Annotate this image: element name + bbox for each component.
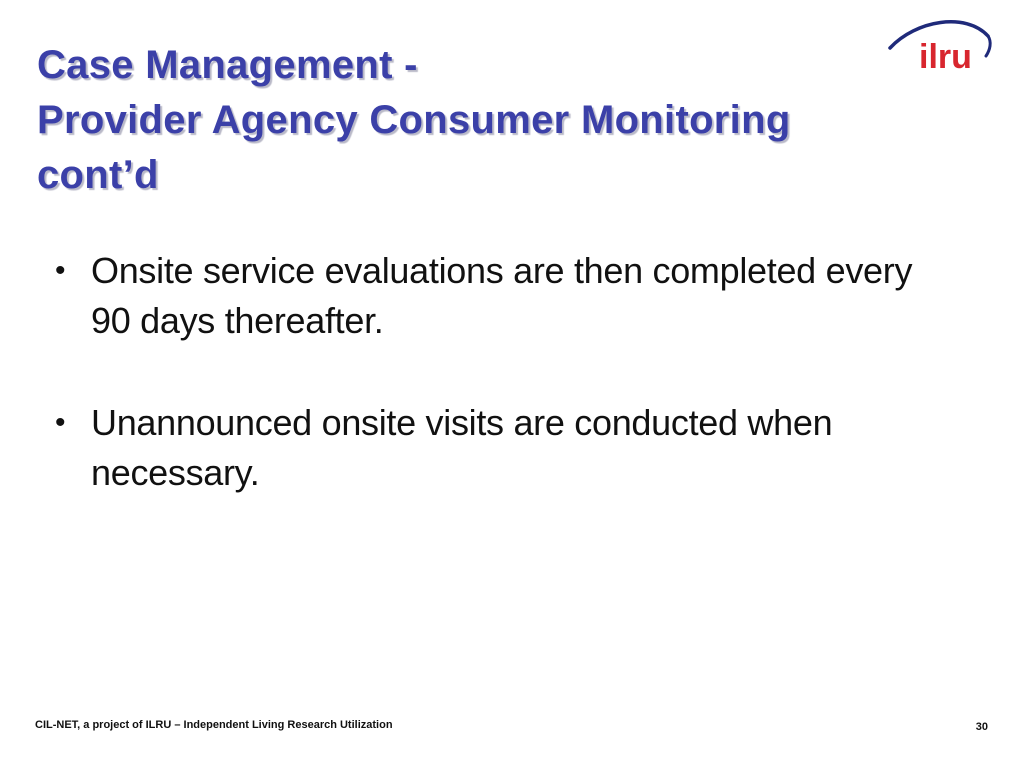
title-line-3: cont’d <box>37 153 159 197</box>
title-line-1: Case Management - <box>37 43 418 87</box>
logo-text: ilru <box>919 38 972 76</box>
bullet-item <box>53 398 953 498</box>
bullet-dot-icon: • <box>55 406 66 439</box>
bullet-text: Unannounced onsite visits are conducted when necessary. <box>91 402 833 493</box>
bullet-item <box>53 246 953 346</box>
bullet-text: Onsite service evaluations are then completed every 90 days thereafter. <box>91 250 913 341</box>
slide-title <box>37 38 937 203</box>
title-line-2: Provider Agency Consumer Monitoring <box>37 98 791 142</box>
bullet-dot-icon: • <box>55 254 66 287</box>
ilru-logo <box>886 16 996 76</box>
bullet-list <box>53 246 953 550</box>
footer-text: CIL-NET, a project of ILRU – Independent Living Research Utilization <box>35 719 393 731</box>
ilru-logo-icon <box>886 16 996 76</box>
page-number: 30 <box>975 721 988 733</box>
